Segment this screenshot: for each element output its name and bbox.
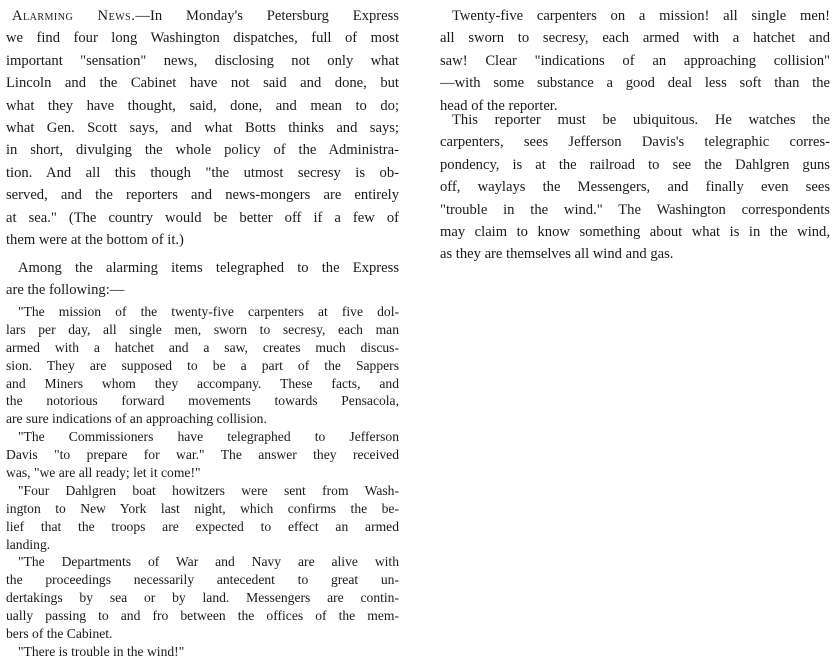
quote-line: "The Departments of War and Navy are alive with <box>18 554 399 570</box>
text-line: important "sensation" news, disclosing not only what <box>6 52 399 69</box>
text-line: pondency, is at the railroad to see the Dahlgren guns <box>440 156 830 173</box>
text-line: tion. And all this though "the utmost secresy is ob- <box>6 164 399 181</box>
text-line: them were at the bottom of it.) <box>6 231 184 248</box>
quote-line: "The Commissioners have telegraphed to Jefferson <box>18 429 399 445</box>
quote-line: ington to New York last night, which confirms the be- <box>6 500 399 516</box>
text-line: carpenters, sees Jefferson Davis's telegraphic corres- <box>440 134 830 151</box>
quote-line: Davis "to prepare for war." The answer they received <box>6 447 399 463</box>
quoted-dispatches <box>6 303 399 661</box>
article-paragraph-2 <box>6 257 399 302</box>
quote-line: "Four Dahlgren boat howitzers were sent from Wash- <box>18 482 399 498</box>
text-line: served, and the reporters and news-mongers are entirely <box>6 187 399 204</box>
quote-line: are sure indications of an approaching collision. <box>6 411 267 427</box>
quote-line: the proceedings necessarily antecedent to great un- <box>6 572 399 588</box>
text-line: at sea." (The country would be better off if a few of <box>6 209 399 226</box>
commentary-paragraph-2 <box>440 109 830 266</box>
quote-line: bers of the Cabinet. <box>6 626 113 642</box>
quote-line: dertakings by sea or by land. Messengers are contin- <box>6 590 399 606</box>
text-line: "trouble in the wind." The Washington correspondents <box>440 201 830 218</box>
text-line: Lincoln and the Cabinet have not said and done, but <box>6 75 399 92</box>
text-line: head of the reporter. <box>440 97 558 114</box>
text-line: saw! Clear "indications of an approaching collision" <box>440 52 830 69</box>
quote-line: ually passing to and fro between the offices of the mem- <box>6 608 399 624</box>
quote-line: armed with a hatchet and a saw, creates much discus- <box>6 339 399 355</box>
text-line: what they have thought, said, done, and mean to do; <box>6 97 399 114</box>
text-line: we find four long Washington dispatches, full of most <box>6 30 399 47</box>
quote-line: "There is trouble in the wind!" <box>18 643 185 659</box>
quote-line: lief that the troops are expected to effect an armed <box>6 518 399 534</box>
article-paragraph-1 <box>6 5 399 251</box>
text-line: as they are themselves all wind and gas. <box>440 246 674 263</box>
text-line: what Gen. Scott says, and what Botts thinks and says; <box>6 119 399 136</box>
quote-line: and Miners whom they accompany. These facts, and <box>6 375 399 391</box>
text-line: in short, divulging the whole policy of the Administra- <box>6 142 399 159</box>
quote-line: sion. They are supposed to be a part of the Sappers <box>6 357 399 373</box>
text-line: This reporter must be ubiquitous. He watches the <box>452 112 830 128</box>
text-line: are the following:— <box>6 282 125 299</box>
text-line: Alarming News.—In Monday's Petersburg Express <box>12 8 399 24</box>
text-line: Twenty-five carpenters on a mission! all single men! <box>452 8 830 24</box>
quote-line: the notorious forward movements towards Pensacola, <box>6 393 399 409</box>
text-line: may claim to know something about what is in the wind, <box>440 223 830 240</box>
quote-line: "The mission of the twenty-five carpenters at five dol- <box>18 304 399 319</box>
quote-line: was, "we are all ready; let it come!" <box>6 465 201 481</box>
quote-line: landing. <box>6 536 51 552</box>
text-line: off, waylays the Messengers, and finally even sees <box>440 179 830 196</box>
text-line: —with some substance a good deal less soft than the <box>440 75 830 92</box>
commentary-paragraph-1 <box>440 5 830 117</box>
text-line: all sworn to secresy, each armed with a hatchet and <box>440 30 830 47</box>
quote-line: lars per day, all single men, sworn to secresy, each man <box>6 321 399 337</box>
article-heading: Alarming News. <box>12 8 136 24</box>
text-line: Among the alarming items telegraphed to the Express <box>18 260 399 276</box>
